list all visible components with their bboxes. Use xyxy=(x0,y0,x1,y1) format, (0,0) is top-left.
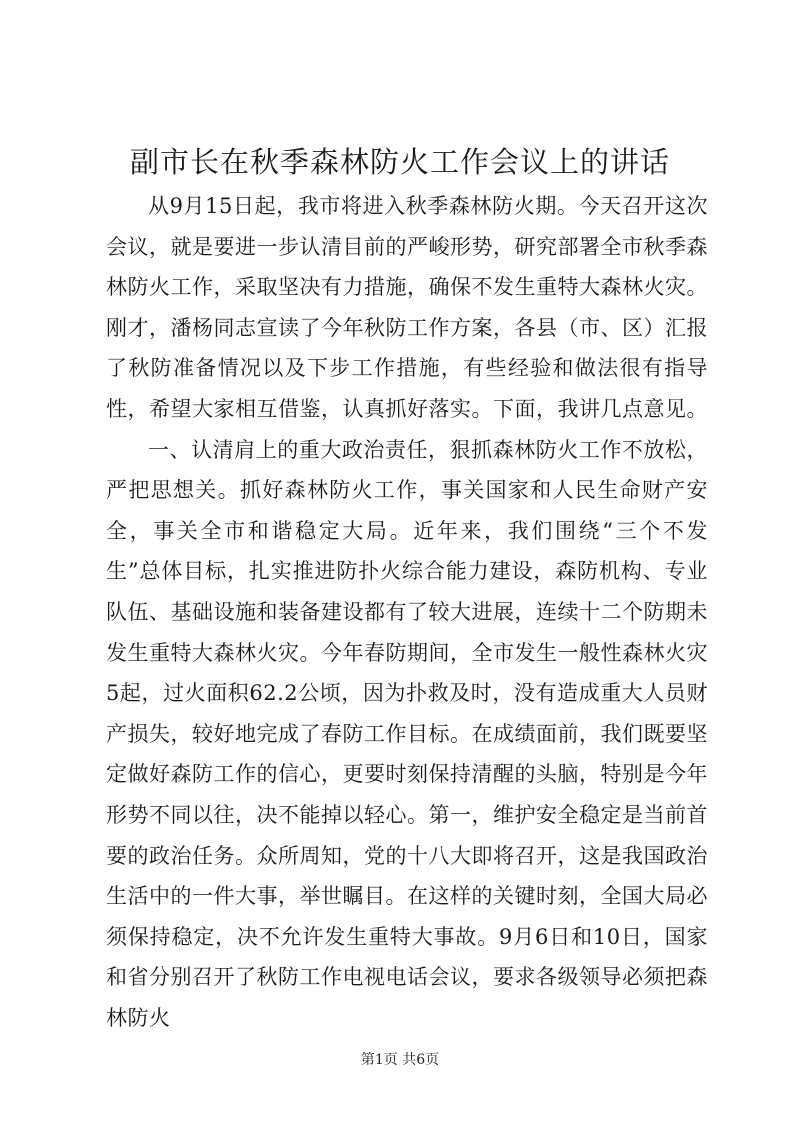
paragraph-intro: 从9月15日起，我市将进入秋季森林防火期。今天召开这次会议，就是要进一步认清目前的严峻形势，研究部署全市秋季森林防火工作，采取坚决有力措施，确保不发生重特大森林火灾。刚才，潘杨同志宣读了今年秋防工作方案，各县（市、区）汇报了秋防准备情况以及下步工作措施，有些经验和做法很有指导性，希望大家相互借鉴，认真抓好落实。下面，我讲几点意见。 xyxy=(106,194,708,421)
paragraph-section-one: 一、认清肩上的重大政治责任，狠抓森林防火工作不放松，严把思想关。抓好森林防火工作，事关国家和人民生命财产安全，事关全市和谐稳定大局。近年来，我们围绕“三个不发生”总体目标，扎实推进防扑火综合能力建设，森防机构、专业队伍、基础设施和装备建设都有了较大进展，连续十二个防期未发生重特大森林火灾。今年春防期间，全市发生一般性森林火灾5起，过火面积62.2公顷，因为扑救及时，没有造成重大人员财产损失，较好地完成了春防工作目标。在成绩面前，我们既要坚定做好森防工作的信心，更要时刻保持清醒的头脑，特别是今年形势不同以往，决不能掉以轻心。第一，维护安全稳定是当前首要的政治任务。众所周知，党的十八大即将召开，这是我国政治生活中的一件大事，举世瞩目。在这样的关键时刻，全国大局必须保持稳定，决不允许发生重特大事故。9月6日和10日，国家和省分别召开了秋防工作电视电话会议，要求各级领导必须把森林防火 xyxy=(106,437,708,1030)
document-body xyxy=(106,186,708,1038)
page-number-footer: 第1页 共6页 xyxy=(360,1052,440,1068)
document-title: 副市长在秋季森林防火工作会议上的讲话 xyxy=(129,145,670,179)
